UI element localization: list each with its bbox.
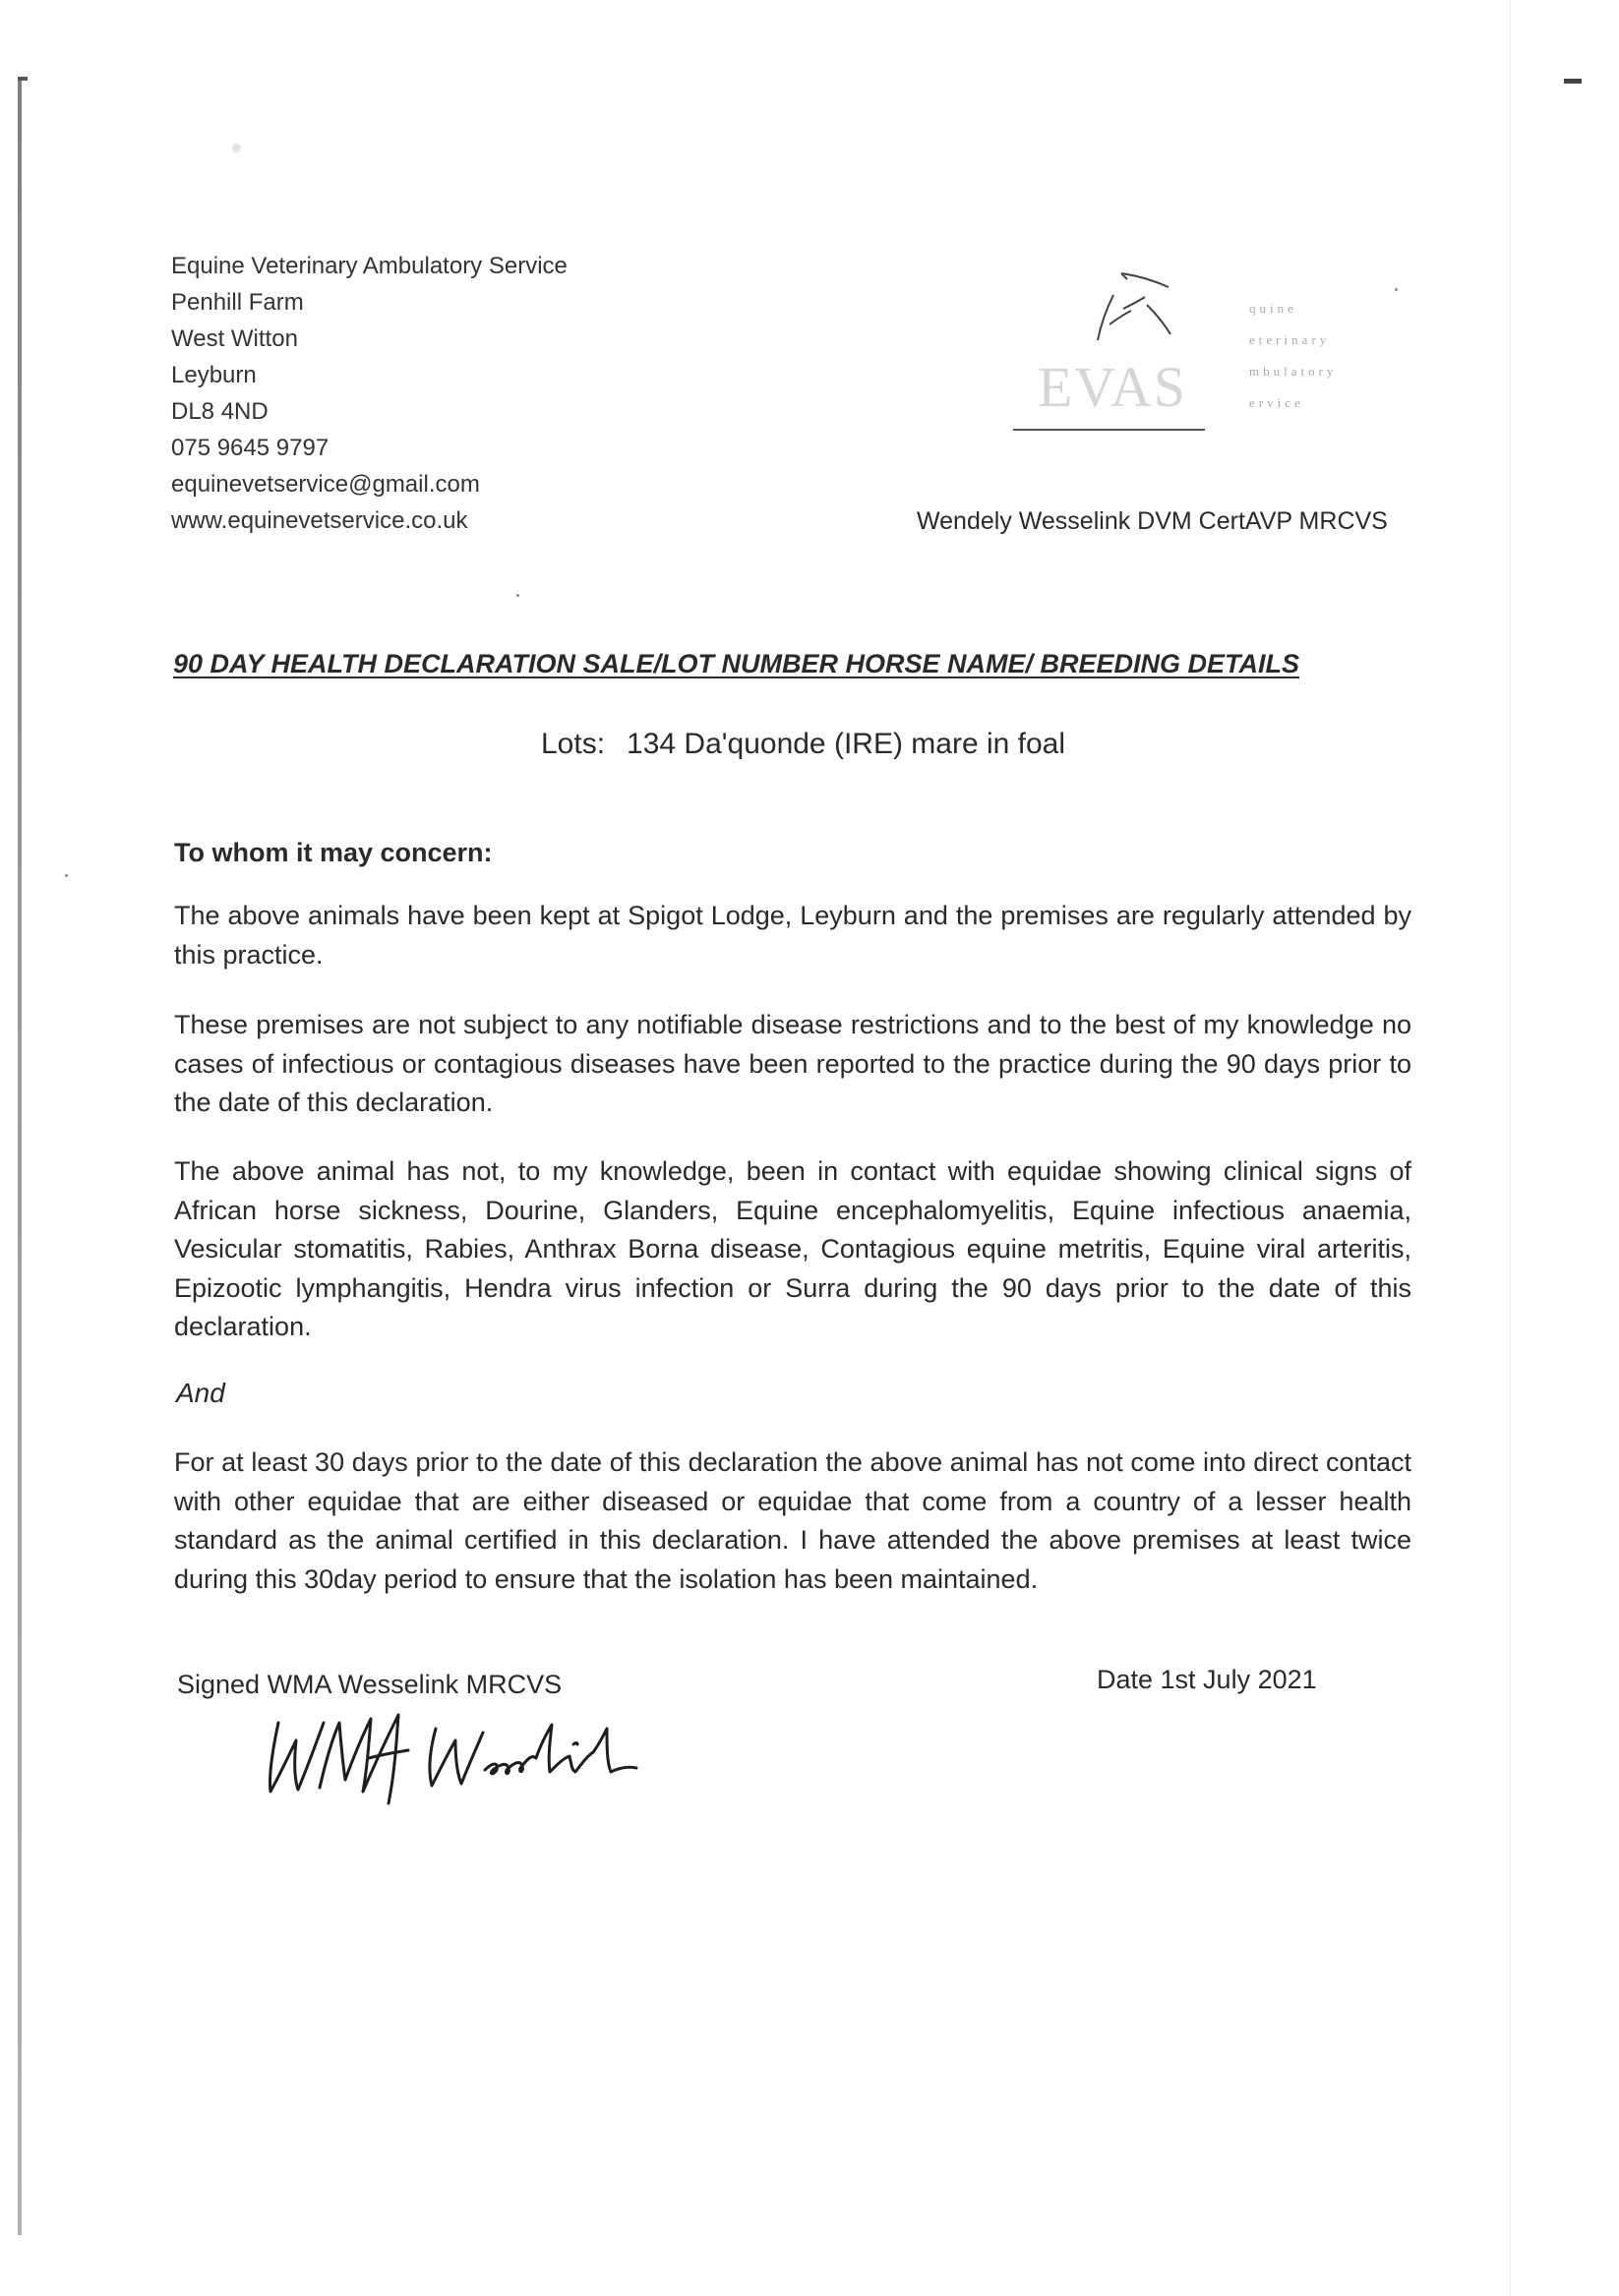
evas-logo bbox=[1013, 265, 1407, 442]
letterhead-address bbox=[171, 248, 568, 539]
address-line: West Witton bbox=[171, 325, 298, 352]
scan-speck bbox=[65, 874, 68, 877]
address-line: Leyburn bbox=[171, 362, 257, 388]
horse-head-icon bbox=[1062, 265, 1190, 354]
logo-side-text bbox=[1249, 293, 1337, 419]
handwritten-signature bbox=[261, 1701, 654, 1809]
declaration-date: Date 1st July 2021 bbox=[1097, 1665, 1317, 1694]
lots-value: 134 Da'quonde (IRE) mare in foal bbox=[627, 728, 1066, 760]
lots-line bbox=[541, 728, 1065, 761]
scan-edge-left-top bbox=[18, 77, 28, 81]
practice-name: Equine Veterinary Ambulatory Service bbox=[171, 253, 568, 279]
signed-line: Signed WMA Wesselink MRCVS bbox=[177, 1670, 563, 1699]
declaration-heading: 90 DAY HEALTH DECLARATION SALE/LOT NUMBER HORSE NAME/ BREEDING DETAILS bbox=[173, 649, 1300, 678]
vet-name: Wendely Wesselink DVM CertAVP MRCVS bbox=[917, 507, 1388, 535]
scan-edge-left bbox=[18, 77, 22, 2235]
postcode: DL8 4ND bbox=[171, 398, 269, 425]
phone-number: 075 9645 9797 bbox=[171, 435, 330, 461]
logo-rule bbox=[1013, 429, 1205, 431]
logo-side-line: quine bbox=[1249, 301, 1297, 316]
paragraph-restrictions: These premises are not subject to any notifiable disease restrictions and to the best of my knowledge no cases of infectious or contagious diseases have been reported to the practice during the 90 days prior to the date of this declaration. bbox=[174, 1010, 1411, 1117]
scan-edge-right bbox=[1510, 0, 1511, 2296]
email-address: equinevetservice@gmail.com bbox=[171, 471, 480, 498]
salutation: To whom it may concern: bbox=[174, 838, 493, 867]
logo-wordmark: EVAS bbox=[1038, 355, 1187, 419]
scan-speck bbox=[516, 594, 519, 597]
scan-mark-right bbox=[1564, 79, 1582, 84]
scan-speck bbox=[232, 144, 241, 152]
and-connector: And bbox=[176, 1378, 225, 1408]
paragraph-isolation: For at least 30 days prior to the date of this declaration the above animal has not come into direct contact with other equidae that are either diseased or equidae that come from a country of a lesser health standard as the animal certified in this declaration. I have attended the above premises at least twice during this 30day period to ensure that the isolation has been maintained. bbox=[174, 1447, 1411, 1594]
paragraph-premises: The above animals have been kept at Spigot Lodge, Leyburn and the premises are regularly attended by this practice. bbox=[174, 901, 1411, 970]
logo-side-line: mbulatory bbox=[1249, 364, 1338, 379]
lots-label: Lots: bbox=[541, 728, 606, 760]
logo-side-line: ervice bbox=[1249, 395, 1304, 410]
website-address: www.equinevetservice.co.uk bbox=[171, 507, 468, 534]
logo-side-line: eterinary bbox=[1249, 332, 1331, 347]
address-line: Penhill Farm bbox=[171, 289, 304, 316]
paragraph-diseases: The above animal has not, to my knowledge, been in contact with equidae showing clinical signs of African horse sickness, Dourine, Glanders, Equine encephalomyelitis, Equine infectious anaemia, Vesicular stomatitis, Rabies, Anthrax Borna disease, Contagious equine metritis, Equine viral arteritis, Epizootic lymphangitis, Hendra virus infection or Surra during the 90 days prior to the date of this declaration. bbox=[174, 1156, 1411, 1341]
